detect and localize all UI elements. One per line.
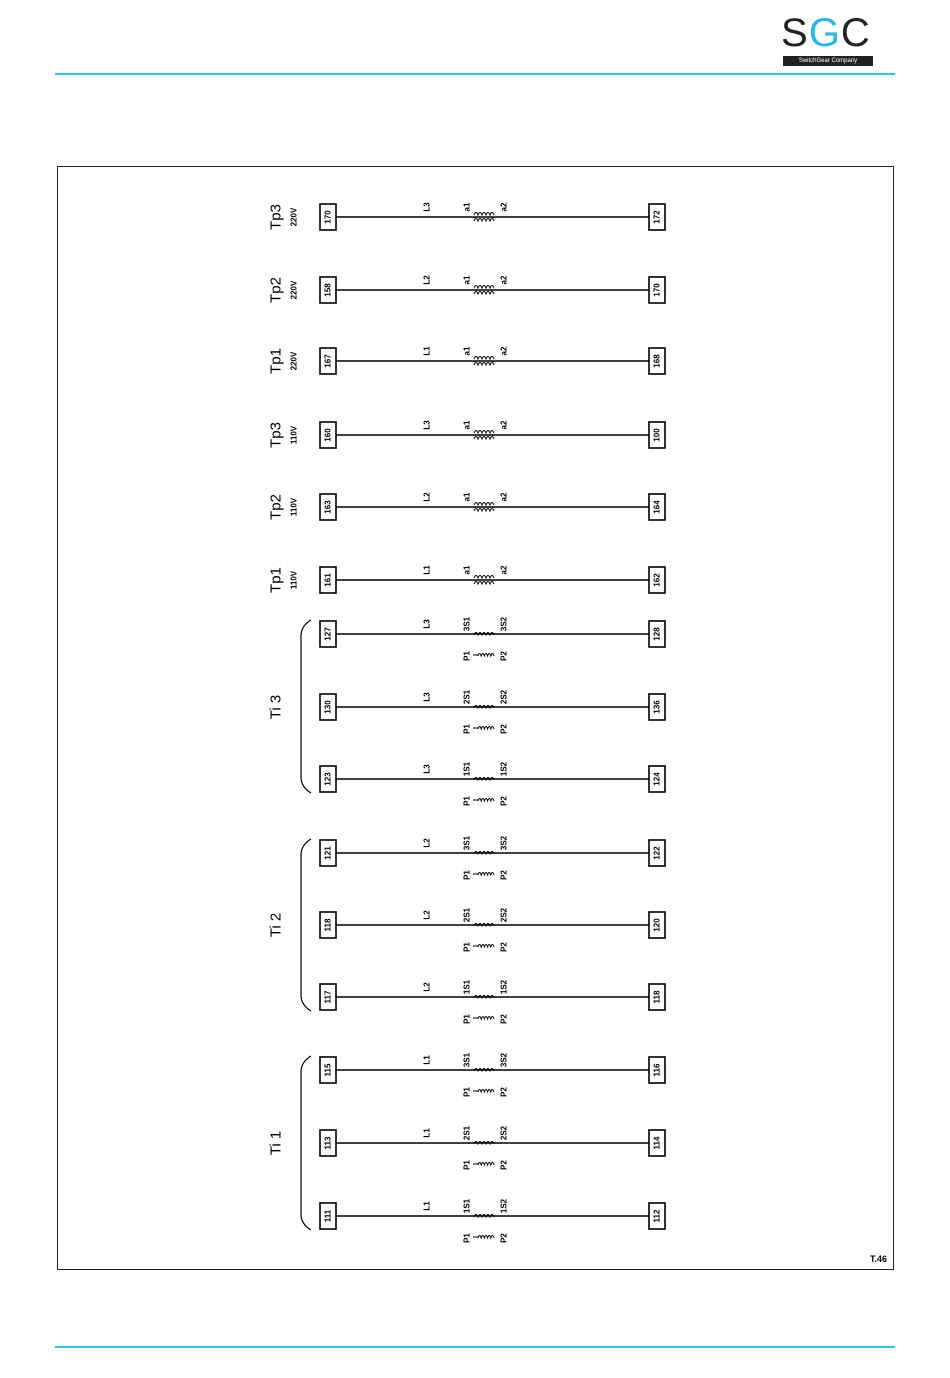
terminal-out-vt-5: 162 [652,573,662,587]
vt-group-label-1: Tp2 [267,277,285,303]
winding-start-vt-4: a1 [462,492,472,502]
primary-p1-ct-1-1: P1 [462,942,472,952]
primary-p1-ct-0-0: P1 [462,651,472,661]
winding-end-ct-1-2: 1S2 [499,979,509,995]
terminal-in-ct-0-2: 123 [323,772,333,786]
terminal-in-vt-5: 161 [323,573,333,587]
terminal-out-vt-2: 168 [652,354,662,368]
primary-p2-ct-1-2: P2 [499,1014,509,1024]
terminal-out-ct-0-2: 124 [652,772,662,786]
ct-group-label-1: Ti 2 [267,912,285,938]
vt-group-label-4: Tp2 [267,494,285,520]
ct-group-label-0: Ti 3 [267,694,285,720]
primary-p1-ct-2-2: P1 [462,1233,472,1243]
primary-coil-vt-2 [474,363,494,366]
terminal-in-vt-0: 170 [323,210,333,224]
winding-start-ct-1-2: 1S1 [462,979,472,995]
vt-group-label-2: Tp1 [267,348,285,374]
primary-coil-ct-0-0 [478,654,494,657]
secondary-coil-vt-1 [474,286,494,289]
terminal-in-vt-3: 160 [323,428,333,442]
primary-p2-ct-0-0: P2 [499,651,509,661]
winding-end-ct-0-1: 2S2 [499,689,509,705]
ct-group-brace-1 [301,839,311,1011]
primary-coil-vt-3 [474,437,494,440]
terminal-in-vt-4: 163 [323,500,333,514]
terminal-in-vt-2: 167 [323,354,333,368]
ct-group-label-2: Ti 1 [267,1130,285,1156]
terminal-out-vt-4: 164 [652,500,662,514]
primary-p2-ct-1-0: P2 [499,870,509,880]
winding-end-vt-5: a2 [499,565,509,575]
primary-coil-ct-0-1 [478,727,494,730]
phase-label-vt-2: L1 [422,346,432,356]
phase-label-vt-1: L2 [422,275,432,285]
primary-coil-ct-2-2 [478,1236,494,1239]
vt-group-label-5: Tp1 [267,567,285,593]
primary-coil-ct-1-1 [478,945,494,948]
primary-coil-ct-2-1 [478,1163,494,1166]
phase-label-vt-4: L2 [422,492,432,502]
primary-p1-ct-2-0: P1 [462,1087,472,1097]
logo-mark: SGC [781,11,871,55]
vt-group-label-0: Tp3 [267,204,285,230]
winding-start-ct-0-2: 1S1 [462,761,472,777]
terminal-out-ct-1-1: 120 [652,918,662,932]
winding-start-ct-0-1: 2S1 [462,689,472,705]
winding-end-ct-1-1: 2S2 [499,907,509,923]
primary-p2-ct-0-1: P2 [499,724,509,734]
phase-label-ct-2-2: L1 [422,1201,432,1211]
vt-voltage-label-3: 110V [289,425,299,445]
winding-start-ct-1-1: 2S1 [462,907,472,923]
secondary-coil-vt-2 [474,357,494,360]
phase-label-ct-0-2: L3 [422,764,432,774]
terminal-out-vt-1: 170 [652,283,662,297]
primary-p2-ct-2-1: P2 [499,1160,509,1170]
phase-label-ct-2-0: L1 [422,1055,432,1065]
winding-end-ct-0-2: 1S2 [499,761,509,777]
terminal-in-ct-2-1: 113 [323,1136,333,1150]
primary-p1-ct-2-1: P1 [462,1160,472,1170]
terminal-out-ct-0-0: 128 [652,627,662,641]
primary-coil-ct-2-0 [478,1090,494,1093]
winding-end-ct-2-1: 2S2 [499,1125,509,1141]
winding-start-vt-2: a1 [462,346,472,356]
winding-end-ct-2-2: 1S2 [499,1198,509,1214]
phase-label-ct-1-2: L2 [422,982,432,992]
winding-end-vt-1: a2 [499,275,509,285]
winding-start-vt-5: a1 [462,565,472,575]
primary-p1-ct-1-0: P1 [462,870,472,880]
winding-start-ct-2-2: 1S1 [462,1198,472,1214]
winding-start-vt-3: a1 [462,420,472,430]
phase-label-ct-1-1: L2 [422,910,432,920]
terminal-out-ct-2-0: 116 [652,1063,662,1077]
phase-label-vt-0: L3 [422,202,432,212]
terminal-in-ct-0-0: 127 [323,627,333,641]
primary-p2-ct-2-0: P2 [499,1087,509,1097]
winding-start-ct-1-0: 3S1 [462,835,472,851]
vt-voltage-label-4: 110V [289,497,299,517]
primary-coil-ct-1-2 [478,1017,494,1020]
primary-coil-vt-4 [474,509,494,512]
winding-end-vt-2: a2 [499,346,509,356]
primary-p2-ct-2-2: P2 [499,1233,509,1243]
terminal-in-ct-1-0: 121 [323,846,333,860]
winding-start-ct-0-0: 3S1 [462,616,472,632]
ct-group-brace-2 [301,1056,311,1230]
primary-coil-ct-1-0 [478,873,494,876]
ct-group-brace-0 [301,620,311,793]
winding-start-vt-0: a1 [462,202,472,212]
phase-label-vt-5: L1 [422,565,432,575]
terminal-in-ct-2-2: 111 [323,1209,333,1223]
winding-start-ct-2-1: 2S1 [462,1125,472,1141]
terminal-in-ct-1-1: 118 [323,918,333,932]
primary-coil-vt-0 [474,219,494,222]
phase-label-ct-1-0: L2 [422,838,432,848]
primary-p1-ct-1-2: P1 [462,1014,472,1024]
terminal-out-vt-0: 172 [652,210,662,224]
terminal-in-vt-1: 158 [323,283,333,297]
vt-voltage-label-1: 220V [289,280,299,300]
terminal-out-vt-3: 100 [652,428,662,442]
terminal-in-ct-1-2: 117 [323,990,333,1004]
terminal-in-ct-0-1: 130 [323,700,333,714]
phase-label-ct-0-0: L3 [422,619,432,629]
vt-group-label-3: Tp3 [267,422,285,448]
primary-p1-ct-0-1: P1 [462,724,472,734]
terminal-out-ct-2-1: 114 [652,1136,662,1150]
secondary-coil-vt-0 [474,213,494,216]
winding-end-ct-1-0: 3S2 [499,835,509,851]
winding-end-vt-0: a2 [499,202,509,212]
phase-label-ct-2-1: L1 [422,1128,432,1138]
secondary-coil-vt-4 [474,503,494,506]
winding-end-ct-2-0: 3S2 [499,1052,509,1068]
vt-voltage-label-2: 220V [289,351,299,371]
winding-end-vt-4: a2 [499,492,509,502]
vt-voltage-label-0: 220V [289,207,299,227]
secondary-coil-vt-3 [474,431,494,434]
primary-p1-ct-0-2: P1 [462,796,472,806]
terminal-out-ct-2-2: 112 [652,1209,662,1223]
phase-label-ct-0-1: L3 [422,692,432,702]
terminal-out-ct-0-1: 136 [652,700,662,714]
primary-coil-vt-5 [474,582,494,585]
terminal-out-ct-1-0: 122 [652,846,662,860]
phase-label-vt-3: L3 [422,420,432,430]
logo-subtitle: SwitchGear Company [783,56,873,66]
page-code: T.46 [869,1254,887,1264]
primary-coil-vt-1 [474,292,494,295]
winding-start-ct-2-0: 3S1 [462,1052,472,1068]
terminal-in-ct-2-0: 115 [323,1063,333,1077]
winding-end-vt-3: a2 [499,420,509,430]
secondary-coil-vt-5 [474,576,494,579]
primary-coil-ct-0-2 [478,799,494,802]
primary-p2-ct-1-1: P2 [499,942,509,952]
vt-voltage-label-5: 110V [289,570,299,590]
terminal-out-ct-1-2: 118 [652,990,662,1004]
winding-end-ct-0-0: 3S2 [499,616,509,632]
winding-start-vt-1: a1 [462,275,472,285]
primary-p2-ct-0-2: P2 [499,796,509,806]
